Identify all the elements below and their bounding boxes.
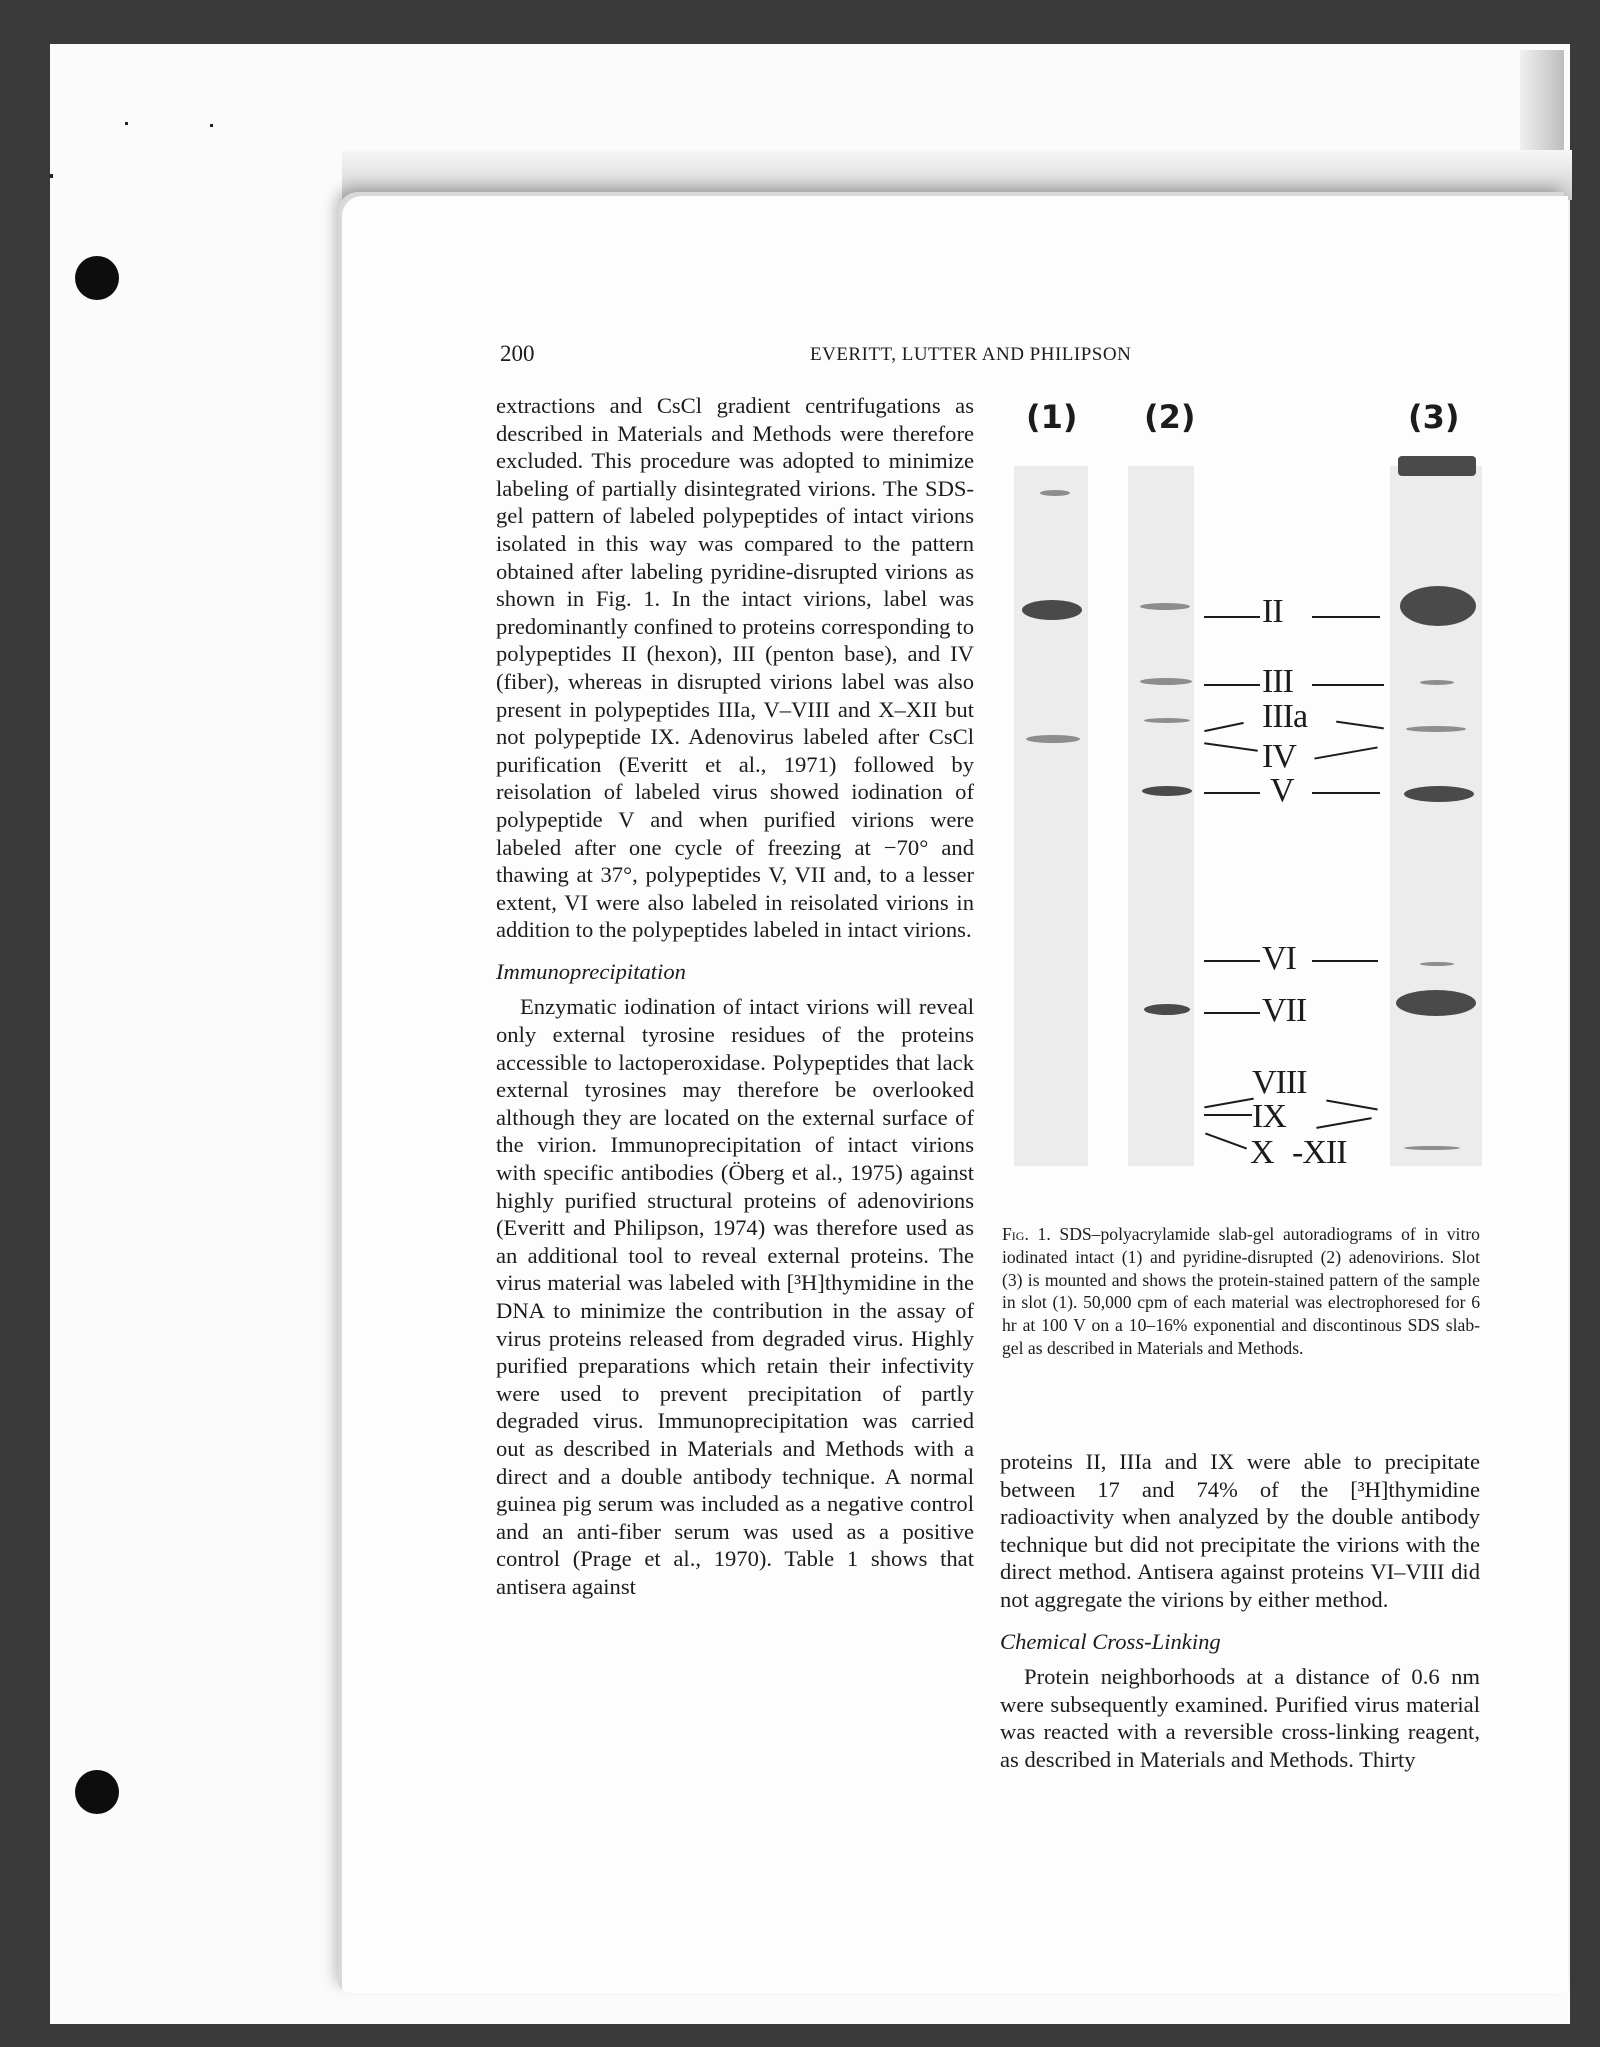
left-column — [496, 392, 974, 1601]
marker-xii: -XII — [1292, 1134, 1347, 1171]
marker-iv: IV — [1262, 738, 1296, 775]
paragraph: Protein neighborhoods at a distance of 0.6 nm were subsequently examined. Purified virus material was reacted with a reversible cross-linking reagent, as described in Materials and Methods. Thirty — [1000, 1664, 1480, 1772]
marker-iiia: IIIa — [1262, 698, 1308, 735]
dust-speck — [210, 124, 213, 127]
marker-iii: III — [1262, 663, 1293, 700]
marker-vii: VII — [1262, 992, 1307, 1029]
marker-x: X — [1250, 1134, 1274, 1171]
marker-line — [1312, 960, 1378, 962]
slot-label-2: (2) — [1144, 398, 1196, 436]
marker-line — [1312, 616, 1380, 618]
gel-band — [1144, 718, 1190, 723]
caption-label: Fig. 1. — [1002, 1224, 1051, 1244]
marker-ii: II — [1262, 593, 1283, 630]
punch-hole-bottom — [75, 1770, 119, 1814]
gel-lane-3 — [1390, 466, 1482, 1166]
page-edge-shadow — [342, 150, 1572, 200]
gel-band — [1026, 735, 1080, 743]
marker-line — [1204, 684, 1260, 686]
marker-vi: VI — [1262, 940, 1296, 977]
marker-v: V — [1270, 772, 1294, 809]
paragraph: extractions and CsCl gradient centrifugations as described in Materials and Methods were therefore excluded. This procedure was adopted to minimize labeling of partially disintegrated virions. The SDS-gel pattern of labeled polypeptides of intact virions isolated in this way was compared to the pattern obtained after labeling pyridine-disrupted virions as shown in Fig. 1. In the intact virions, label was predominantly confined to proteins corresponding to polypeptides II (hexon), III (penton base), and IV (fiber), whereas in disrupted virions label was also present in polypeptides IIIa, V–VIII and X–XII but not polypeptide IX. Adenovirus labeled after CsCl purification (Everitt et al., 1971) followed by reisolation of labeled virus showed iodination of polypeptide V and when purified virions were labeled after one cycle of freezing at −70° and thawing at 37°, polypeptides V, VII and, to a lesser extent, VI were also labeled in reisolated virions in addition to the polypeptides labeled in intact virions. — [496, 393, 974, 943]
gel-band — [1404, 1146, 1460, 1150]
marker-line — [1314, 746, 1377, 759]
section-heading: Immunoprecipitation — [496, 958, 686, 984]
gel-band — [1400, 586, 1476, 626]
marker-line — [1316, 1117, 1371, 1129]
marker-viii: VIII — [1252, 1064, 1307, 1101]
marker-line — [1326, 1100, 1378, 1111]
paragraph: proteins II, IIIa and IX were able to precipitate between 17 and 74% of the [³H]thymidine radioactivity when analyzed by the double antibody technique but did not precipitate the virions with the direct method. Antisera against proteins VI–VIII did not aggregate the virions by either method. — [1000, 1449, 1480, 1612]
gel-lane-2 — [1128, 466, 1194, 1166]
marker-line — [1204, 1098, 1254, 1109]
marker-line — [1204, 1114, 1252, 1116]
gel-lane-1 — [1014, 466, 1088, 1166]
paragraph: Enzymatic iodination of intact virions will reveal only external tyrosine residues of the proteins accessible to lactoperoxidase. Polypeptides that lack external tyrosines may therefore be overlooked although they are located on the external surface of the virion. Immunoprecipitation of intact virions with specific antibodies (Öberg et al., 1975) against highly purified structural proteins of adenovirions (Everitt and Philipson, 1974) was therefore used as an additional tool to reveal external proteins. The virus material was labeled with [³H]thymidine in the DNA to minimize the contribution in the assay of virus proteins released from degraded virus. Highly purified preparations which retain their infectivity were used to prevent precipitation of partly degraded virus. Immunoprecipitation was carried out as described in Materials and Methods with a direct and a double antibody technique. A normal guinea pig serum was included as a negative control and an anti-fiber serum was used as a positive control (Prage et al., 1970). Table 1 shows that antisera against — [496, 994, 974, 1599]
gel-band — [1420, 962, 1454, 966]
marker-line — [1204, 960, 1260, 962]
running-head: EVERITT, LUTTER AND PHILIPSON — [810, 344, 1132, 365]
marker-line — [1205, 1133, 1247, 1150]
right-column — [1000, 1448, 1480, 1774]
marker-line — [1204, 792, 1260, 794]
dust-speck — [50, 174, 53, 178]
section-heading: Chemical Cross-Linking — [1000, 1628, 1221, 1654]
punch-hole-top — [75, 256, 119, 300]
slot-label-3: (3) — [1408, 398, 1460, 436]
gel-band — [1140, 678, 1192, 685]
dust-speck — [125, 122, 128, 125]
gel-band — [1398, 456, 1476, 476]
marker-line — [1312, 792, 1380, 794]
gel-band — [1396, 990, 1476, 1016]
gel-band — [1406, 726, 1466, 732]
gel-band — [1420, 680, 1454, 685]
caption-text: SDS–polyacrylamide slab-gel autoradiograms of in vitro iodinated intact (1) and pyridine-disrupted (2) adenovirions. Slot (3) is mounted and shows the protein-stained pattern of the sample in slot (1). 50,000 cpm of each material was electrophoresed for 6 hr at 100 V on a 10–16% exponential and discontinous SDS slab-gel as described in Materials and Methods. — [1002, 1224, 1480, 1358]
marker-line — [1204, 616, 1260, 618]
gel-band — [1404, 786, 1474, 802]
page-number: 200 — [500, 341, 535, 366]
marker-line — [1204, 742, 1258, 751]
gel-band — [1142, 786, 1192, 796]
gel-band — [1040, 490, 1070, 496]
marker-line — [1204, 722, 1244, 732]
slot-label-1: (1) — [1026, 398, 1078, 436]
gel-band — [1140, 603, 1190, 610]
marker-line — [1312, 684, 1384, 686]
gel-band — [1022, 600, 1082, 620]
gel-band — [1144, 1004, 1190, 1015]
marker-line — [1336, 721, 1384, 730]
marker-line — [1204, 1012, 1260, 1014]
gel-figure — [1000, 390, 1490, 1210]
figure-caption — [1002, 1223, 1480, 1360]
marker-ix: IX — [1252, 1098, 1286, 1135]
